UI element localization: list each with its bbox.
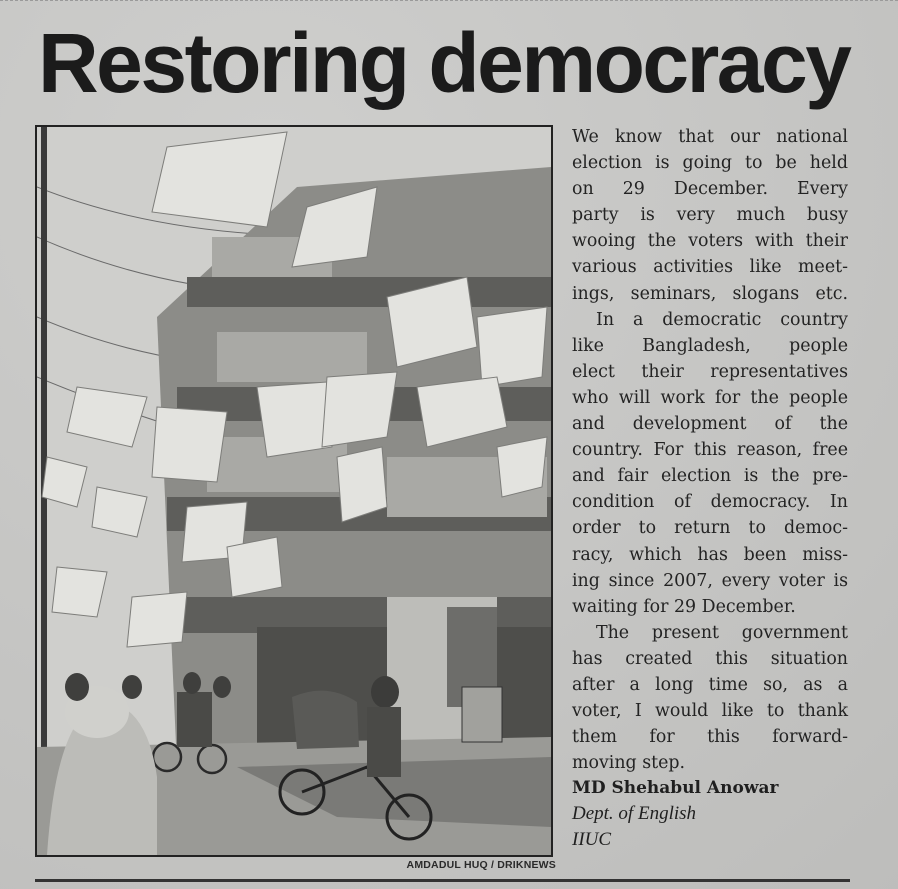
news-photo (35, 125, 553, 857)
photo-credit: AMDADUL HUQ / DRIKNEWS (406, 859, 556, 871)
text-line: various activities like meet- (572, 257, 848, 278)
text-line: racy, which has been miss- (572, 544, 848, 565)
text-line: We know that our national (572, 127, 848, 147)
text-line: voter, I would like to thank (572, 701, 848, 722)
paragraph-2 (572, 307, 848, 620)
text-line: after a long time so, as a (572, 674, 848, 695)
signature-block (572, 775, 848, 853)
letter-body (572, 124, 848, 776)
author-department: Dept. of English (572, 803, 697, 824)
text-line: like Bangladesh, people (572, 335, 848, 356)
headline: Restoring democracy (38, 16, 850, 110)
text-line: has created this situation (572, 648, 848, 669)
text-line: order to return to democ- (572, 518, 848, 539)
text-line: moving step. (572, 753, 686, 774)
text-line: and fair election is the pre- (572, 466, 848, 487)
text-line: condition of democracy. In (572, 492, 848, 513)
text-line: country. For this reason, free (572, 440, 848, 461)
author-institution: IIUC (572, 829, 612, 850)
text-line: ing since 2007, every voter is (572, 570, 848, 591)
text-line: waiting for 29 December. (572, 596, 796, 617)
text-line: on 29 December. Every (572, 179, 848, 200)
paragraph-3 (572, 620, 848, 777)
text-line: ings, seminars, slogans etc. (572, 283, 848, 304)
author-name: MD Shehabul Anowar (572, 778, 779, 798)
text-line: elect their representatives (572, 361, 848, 382)
top-rule (0, 0, 898, 9)
text-line: wooing the voters with their (572, 231, 848, 252)
text-line: who will work for the people (572, 387, 848, 408)
text-line: and development of the (572, 414, 848, 435)
text-line: The present government (596, 622, 848, 643)
text-line: party is very much busy (572, 205, 848, 226)
text-line: In a democratic country (596, 309, 848, 330)
bottom-rule (35, 879, 850, 882)
paragraph-1 (572, 124, 848, 307)
text-line: them for this forward- (572, 727, 848, 748)
text-line: election is going to be held (572, 153, 848, 174)
